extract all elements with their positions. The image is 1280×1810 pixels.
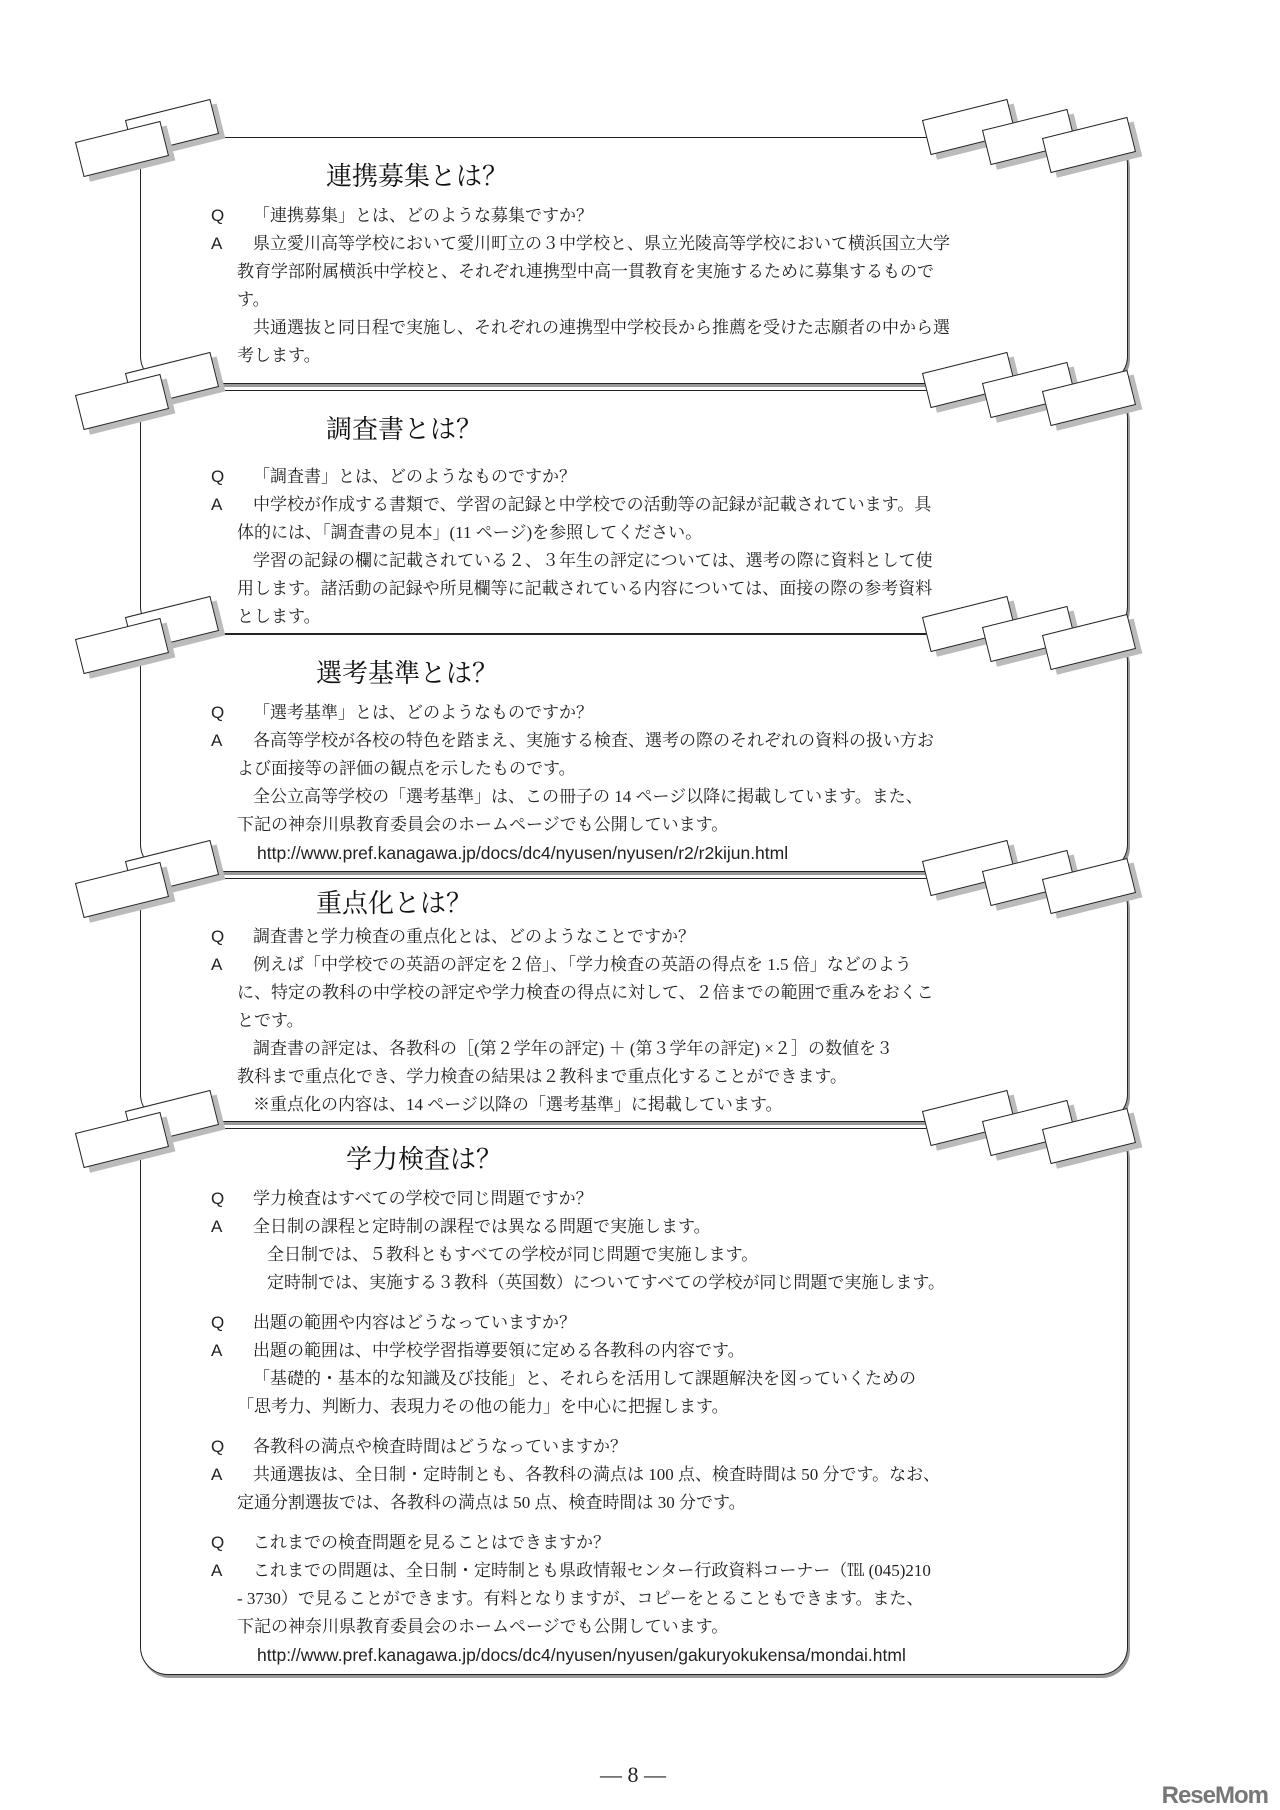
line-text[interactable]: http://www.pref.kanagawa.jp/docs/dc4/nyusen/nyusen/gakuryokukensa/mondai.html bbox=[257, 1645, 906, 1665]
question-line bbox=[141, 463, 1127, 491]
answer-marker: A bbox=[211, 1465, 223, 1484]
line-text: に、特定の教科の中学校の評定や学力検査の得点に対して、２倍までの範囲で重みをおくこ bbox=[237, 983, 934, 1002]
section-title: 調査書とは？ bbox=[326, 414, 483, 444]
answer-line bbox=[141, 491, 1127, 519]
text-line bbox=[141, 519, 1127, 547]
line-text: これまでの問題は、全日制・定時制とも県政情報センター行政資料コーナー（℡ (045)210 bbox=[253, 1561, 931, 1580]
line-text: ※重点化の内容は、14 ページ以降の「選考基準」に掲載しています。 bbox=[253, 1095, 783, 1114]
question-marker: Q bbox=[211, 703, 225, 722]
page-number: — 8 — bbox=[600, 1762, 666, 1787]
line-text: 「連携募集」とは、どのような募集ですか？ bbox=[253, 206, 593, 225]
line-text: 定時制では、実施する３教科（英国数）についてすべての学校が同じ問題で実施します。 bbox=[267, 1273, 945, 1292]
faq-section bbox=[140, 390, 1128, 634]
question-marker: Q bbox=[211, 467, 225, 486]
url-link[interactable] bbox=[141, 1641, 1127, 1669]
text-line bbox=[141, 1035, 1127, 1063]
section-title: 連携募集とは？ bbox=[326, 161, 509, 191]
line-text: 「基礎的・基本的な知識及び技能」と、それらを活用して課題解決を図っていくための bbox=[253, 1369, 916, 1388]
answer-line bbox=[141, 1557, 1127, 1585]
section-title: 重点化とは？ bbox=[316, 888, 473, 918]
line-text: す。 bbox=[237, 290, 270, 309]
line-text: 調査書の評定は、各教科の［(第２学年の評定) ＋ (第３学年の評定) ×２］の数値を３ bbox=[253, 1039, 893, 1058]
question-line bbox=[141, 1529, 1127, 1557]
text-line bbox=[141, 1241, 1127, 1269]
question-marker: Q bbox=[211, 1533, 225, 1552]
resemom-logo: ReseMom bbox=[1161, 1782, 1268, 1809]
section-title: 選考基準とは？ bbox=[316, 658, 499, 688]
text-line bbox=[141, 258, 1127, 286]
text-line bbox=[141, 755, 1127, 783]
question-line bbox=[141, 1185, 1127, 1213]
question-marker: Q bbox=[211, 1189, 225, 1208]
text-line bbox=[141, 314, 1127, 342]
line-text: 各教科の満点や検査時間はどうなっていますか？ bbox=[253, 1437, 627, 1456]
answer-line bbox=[141, 1213, 1127, 1241]
question-line bbox=[141, 202, 1127, 230]
question-marker: Q bbox=[211, 206, 225, 225]
text-line bbox=[141, 1007, 1127, 1035]
answer-marker: A bbox=[211, 955, 223, 974]
line-text: とです。 bbox=[237, 1011, 304, 1030]
text-line bbox=[141, 286, 1127, 314]
question-marker: Q bbox=[211, 1437, 225, 1456]
line-text: 体的には、「調査書の見本」(11 ページ)を参照してください。 bbox=[237, 523, 703, 542]
text-line bbox=[141, 1489, 1127, 1517]
line-text: 「思考力、判断力、表現力その他の能力」を中心に把握します。 bbox=[237, 1397, 729, 1416]
line-text: 学習の記録の欄に記載されている２、３年生の評定については、選考の際に資料として使 bbox=[253, 551, 933, 570]
question-line bbox=[141, 923, 1127, 951]
text-line bbox=[141, 1393, 1127, 1421]
answer-marker: A bbox=[211, 1217, 223, 1236]
answer-marker: A bbox=[211, 234, 223, 253]
line-text: - 3730）で見ることができます。有料となりますが、コピーをとることもできます。また、 bbox=[237, 1589, 924, 1608]
line-text: 例えば「中学校での英語の評定を２倍」、「学力検査の英語の得点を 1.5 倍」などのよう bbox=[253, 955, 912, 974]
line-text: 県立愛川高等学校において愛川町立の３中学校と、県立光陵高等学校において横浜国立大学 bbox=[253, 234, 950, 253]
faq-section bbox=[140, 634, 1128, 872]
line-text: これまでの検査問題を見ることはできますか？ bbox=[253, 1533, 610, 1552]
line-text: 教育学部附属横浜中学校と、それぞれ連携型中高一貫教育を実施するために募集するもので bbox=[237, 262, 934, 281]
text-line bbox=[141, 575, 1127, 603]
text-line bbox=[141, 979, 1127, 1007]
faq-section bbox=[140, 1128, 1128, 1675]
line-text: 教科まで重点化でき、学力検査の結果は２教科まで重点化することができます。 bbox=[237, 1067, 847, 1086]
text-line bbox=[141, 1269, 1127, 1297]
text-line bbox=[141, 783, 1127, 811]
question-marker: Q bbox=[211, 1313, 225, 1332]
answer-line bbox=[141, 1461, 1127, 1489]
line-text: 定通分割選抜では、各教科の満点は 50 点、検査時間は 30 分です。 bbox=[237, 1493, 746, 1512]
line-text: 出題の範囲や内容はどうなっていますか？ bbox=[253, 1313, 576, 1332]
line-text: 全公立高等学校の「選考基準」は、この冊子の 14 ページ以降に掲載しています。また、 bbox=[253, 787, 923, 806]
line-text: 下記の神奈川県教育委員会のホームページでも公開しています。 bbox=[237, 815, 729, 834]
question-line bbox=[141, 1433, 1127, 1461]
text-line bbox=[141, 1365, 1127, 1393]
line-text: 調査書と学力検査の重点化とは、どのようなことですか？ bbox=[253, 927, 695, 946]
line-text: 共通選抜は、全日制・定時制とも、各教科の満点は 100 点、検査時間は 50 分です。なお、 bbox=[253, 1465, 941, 1484]
answer-line bbox=[141, 951, 1127, 979]
faq-section bbox=[140, 137, 1128, 384]
answer-marker: A bbox=[211, 1561, 223, 1580]
text-line bbox=[141, 547, 1127, 575]
question-line bbox=[141, 699, 1127, 727]
text-line bbox=[141, 1063, 1127, 1091]
question-line bbox=[141, 1309, 1127, 1337]
line-text: 各高等学校が各校の特色を踏まえ、実施する検査、選考の際のそれぞれの資料の扱い方お bbox=[253, 731, 935, 750]
text-line bbox=[141, 1585, 1127, 1613]
text-line bbox=[141, 1613, 1127, 1641]
text-line bbox=[141, 811, 1127, 839]
section-title: 学力検査は？ bbox=[346, 1144, 503, 1174]
answer-marker: A bbox=[211, 731, 223, 750]
line-text: 学力検査はすべての学校で同じ問題ですか？ bbox=[253, 1189, 593, 1208]
line-text: 出題の範囲は、中学校学習指導要領に定める各教科の内容です。 bbox=[253, 1341, 745, 1360]
line-text: 全日制では、５教科ともすべての学校が同じ問題で実施します。 bbox=[267, 1245, 759, 1264]
answer-marker: A bbox=[211, 495, 223, 514]
line-text: 下記の神奈川県教育委員会のホームページでも公開しています。 bbox=[237, 1617, 729, 1636]
line-text: とします。 bbox=[237, 607, 321, 626]
answer-line bbox=[141, 727, 1127, 755]
faq-section bbox=[140, 878, 1128, 1122]
question-marker: Q bbox=[211, 927, 225, 946]
line-text: 「調査書」とは、どのようなものですか？ bbox=[253, 467, 576, 486]
line-text: 共通選抜と同日程で実施し、それぞれの連携型中学校長から推薦を受けた志願者の中から選 bbox=[253, 318, 950, 337]
line-text: 「選考基準」とは、どのようなものですか？ bbox=[253, 703, 593, 722]
line-text[interactable]: http://www.pref.kanagawa.jp/docs/dc4/nyusen/nyusen/r2/r2kijun.html bbox=[257, 843, 789, 863]
line-text: 考します。 bbox=[237, 346, 321, 365]
line-text: 全日制の課程と定時制の課程では異なる問題で実施します。 bbox=[253, 1217, 711, 1236]
line-text: 用します。諸活動の記録や所見欄等に記載されている内容については、面接の際の参考資料 bbox=[237, 579, 933, 598]
answer-marker: A bbox=[211, 1341, 223, 1360]
answer-line bbox=[141, 230, 1127, 258]
answer-line bbox=[141, 1337, 1127, 1365]
line-text: 中学校が作成する書類で、学習の記録と中学校での活動等の記録が記載されています。具 bbox=[253, 495, 932, 514]
line-text: よび面接等の評価の観点を示したものです。 bbox=[237, 759, 576, 778]
